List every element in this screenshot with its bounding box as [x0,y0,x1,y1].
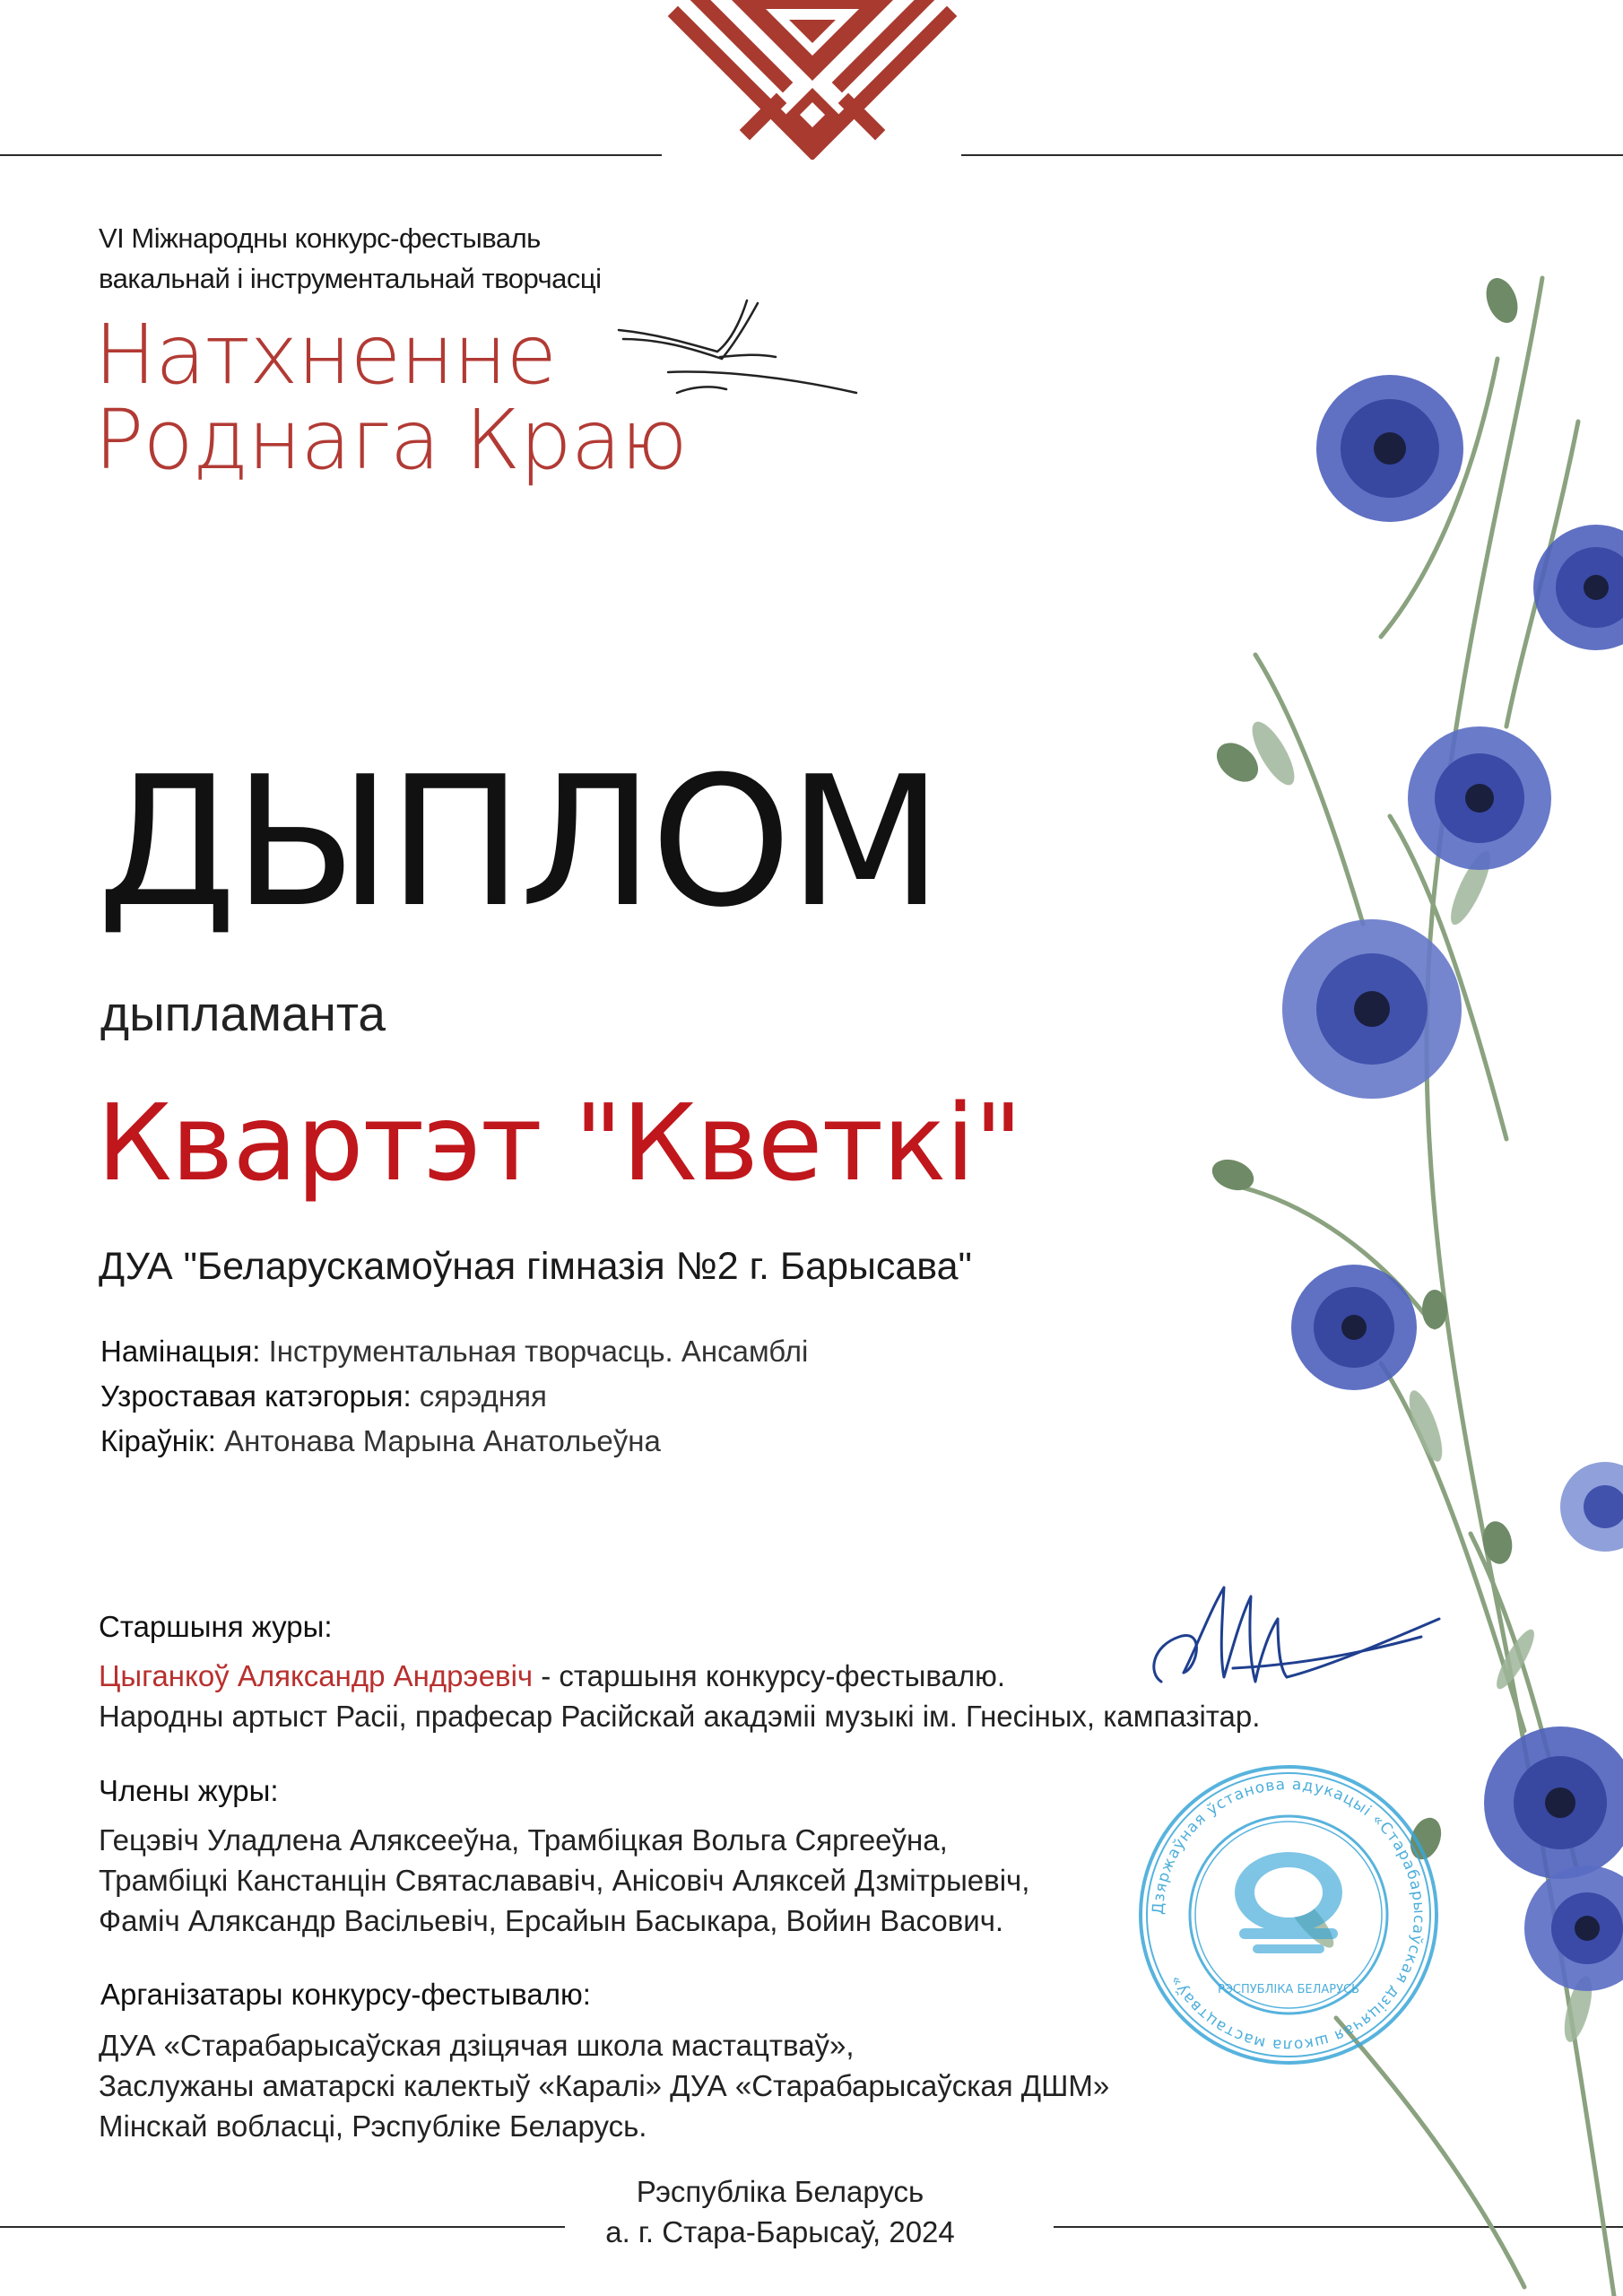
diploma-title: ДЫПЛОМ [97,738,940,947]
organizers-heading: Арганізатары конкурсу-фестывалю: [100,1978,591,2011]
age-category-row [100,1379,547,1413]
age-category-value: сярэдняя [411,1379,547,1413]
jury-members-line2: Трамбіцкі Канстанцін Святаслававіч, Анісовіч Аляксей Дзмітрыевіч, [99,1864,1030,1897]
footer-country: Рэспубліка Беларусь [636,2175,924,2208]
bottom-rule-left [0,2226,565,2228]
festival-title-line1: Натхненне [94,307,557,403]
institution-name: ДУА "Беларускамоўная гімназія №2 г. Барысава" [99,1245,972,1288]
jury-members-line1: Гецэвіч Уладлена Аляксееўна, Трамбіцкая Вольга Сяргееўна, [99,1823,948,1857]
leader-row [100,1424,661,1458]
jury-chair-title: Народны артыст Расіі, прафесар Расійскай акадэміі музыкі ім. Гнесіных, кампазітар. [99,1700,1261,1733]
signature-image [1143,1583,1453,1700]
jury-chair-name: Цыганкоў Аляксандр Андрэевіч [99,1659,534,1692]
stamp-bottom-text: РЭСПУБЛІКА БЕЛАРУСЬ [1217,1983,1360,1996]
nomination-label: Намінацыя: [100,1335,261,1368]
diploma-degree: дыпламанта [100,986,386,1041]
top-rule-left [0,154,662,156]
age-category-label: Узроставая катэгорыя: [100,1379,412,1413]
jury-chair-line [99,1659,1005,1693]
ornament-icon [660,0,965,160]
festival-subtitle-line1: VI Міжнародны конкурс-фестываль [99,222,541,254]
nomination-value: Інструментальная творчасць. Ансамблі [260,1335,809,1368]
bird-logo-icon [614,287,861,413]
jury-members-line3: Фаміч Аляксандр Васільевіч, Ерсайын Басыкара, Войин Васович. [99,1904,1004,1937]
jury-chair-role: - старшыня конкурсу-фестывалю. [533,1659,1006,1692]
jury-members-heading: Члены журы: [99,1774,279,1807]
nomination-row [100,1335,808,1369]
leader-value: Антонава Марына Анатольеўна [215,1424,661,1457]
organizers-line2: Заслужаны аматарскі калектыў «Каралі» ДУА «Старабарысаўская ДШМ» [99,2069,1110,2102]
organizers-line1: ДУА «Старабарысаўская дзіцячая школа мастацтваў», [99,2029,855,2062]
stamp-text: Дзяржаўная ўстанова адукацыі «Старабарысаўская дзіцячая школа мастацтваў» [1149,1775,1428,2055]
organizers-line3: Мінскай вобласці, Рэспубліке Беларусь. [99,2109,647,2143]
leader-label: Кіраўнік: [100,1424,216,1457]
festival-title-line2: Роднага Краю [94,392,687,488]
participant-name: Квартэт "Кветкі" [97,1081,1022,1205]
top-rule-right [961,154,1623,156]
jury-chair-heading: Старшыня журы: [99,1610,333,1643]
stamp-seal-image [1132,1758,1445,2067]
footer-place-year: а. г. Стара-Барысаў, 2024 [605,2215,955,2248]
festival-subtitle-line2: вакальнай і інструментальнай творчасці [99,263,602,294]
